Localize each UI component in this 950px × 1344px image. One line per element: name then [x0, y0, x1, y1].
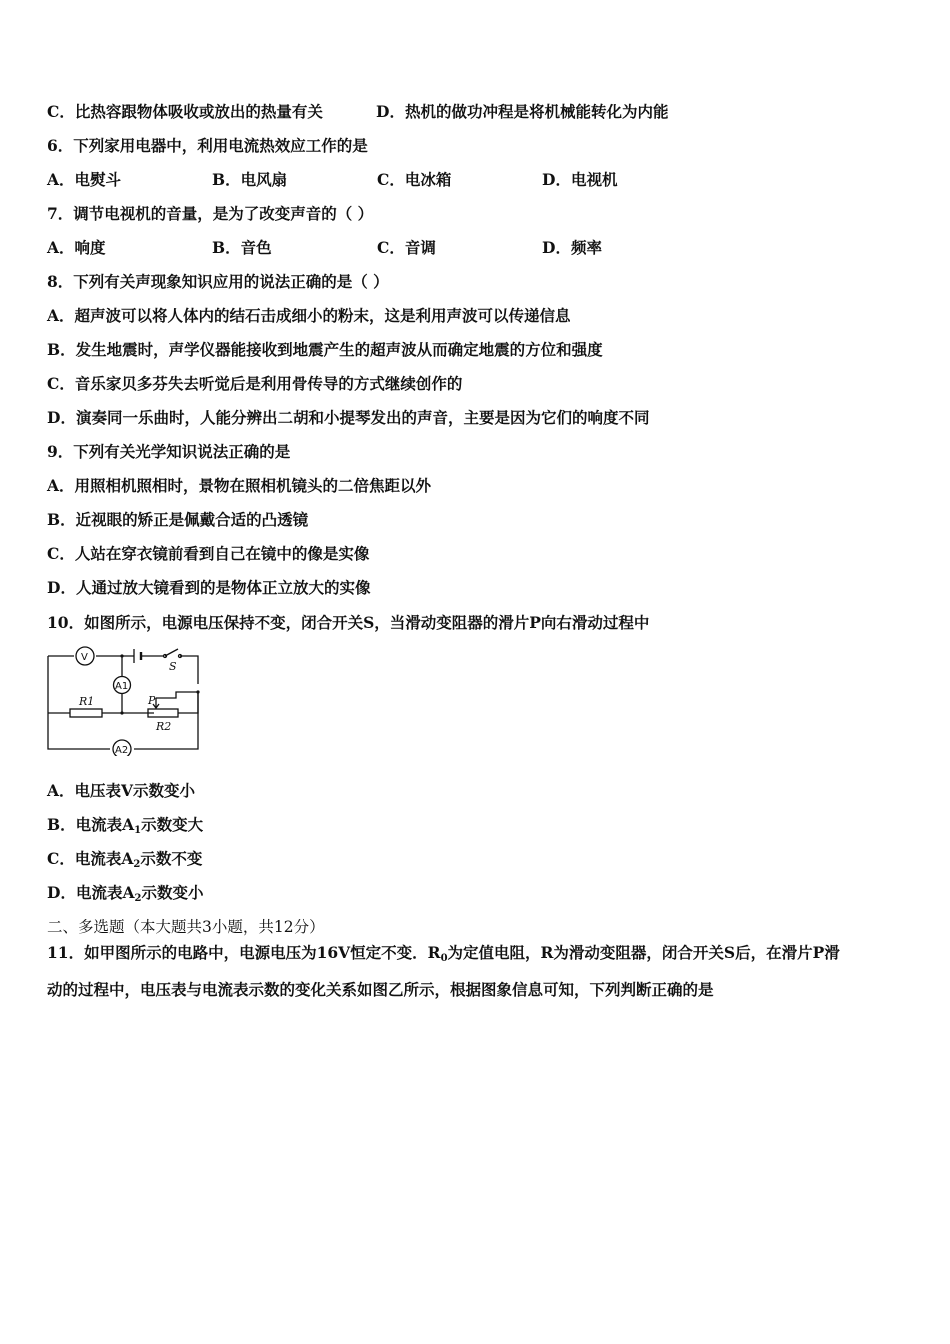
- q10-option-d-subscript: 2: [134, 893, 142, 904]
- q10-option-b: [47, 815, 203, 841]
- r2-label: R2: [156, 720, 172, 733]
- r1-resistor: [70, 709, 102, 717]
- q11-line-2: 动的过程中，电压表与电流表示数的变化关系如图乙所示，根据图象信息可知，下列判断正确的是: [47, 980, 714, 999]
- q8-option-b: B．发生地震时，声学仪器能接收到地震产生的超声波从而确定地震的方位和强度: [47, 340, 603, 359]
- q10-option-c-text: C．电流表A: [47, 849, 134, 868]
- q8-stem: 8．下列有关声现象知识应用的说法正确的是（ ）: [47, 272, 389, 291]
- q5-option-d: D．热机的做功冲程是将机械能转化为内能: [376, 102, 669, 121]
- ammeter-a2-label: A2: [115, 745, 129, 756]
- q6-stem: 6．下列家用电器中，利用电流热效应工作的是: [47, 136, 368, 155]
- q9-option-c: C．人站在穿衣镜前看到自己在镜中的像是实像: [47, 544, 370, 563]
- q11-r0-subscript: 0: [440, 953, 448, 964]
- q7-option-d: D．频率: [542, 238, 602, 257]
- q10-option-d-text: D．电流表A: [47, 883, 135, 902]
- q10-option-d: [47, 883, 203, 909]
- q9-option-b: B．近视眼的矫正是佩戴合适的凸透镜: [47, 510, 309, 529]
- q11-line-1-text: 11．如甲图所示的电路中，电源电压为16V恒定不变．R: [47, 943, 441, 962]
- q8-option-d: D．演奏同一乐曲时，人能分辨出二胡和小提琴发出的声音，主要是因为它们的响度不同: [47, 408, 650, 427]
- ammeter-a1-label: A1: [115, 681, 129, 692]
- r1-label: R1: [79, 695, 95, 708]
- q7-option-b: B．音色: [212, 238, 272, 257]
- q10-option-c-subscript: 2: [133, 859, 141, 870]
- q11-line-1: [47, 943, 840, 969]
- q10-stem: 10．如图所示，电源电压保持不变，闭合开关S，当滑动变阻器的滑片P向右滑动过程中: [47, 613, 650, 632]
- q9-option-a: A．用照相机照相时，景物在照相机镜头的二倍焦距以外: [47, 476, 432, 495]
- q10-option-b-text: B．电流表A: [47, 815, 135, 834]
- q10-option-b-tail: 示数变大: [141, 815, 204, 834]
- q6-option-a: A．电熨斗: [47, 170, 122, 189]
- q5-option-c: C．比热容跟物体吸收或放出的热量有关: [47, 102, 323, 121]
- q10-option-c-tail: 示数不变: [140, 849, 203, 868]
- q9-option-d: D．人通过放大镜看到的是物体正立放大的实像: [47, 578, 371, 597]
- q9-stem: 9．下列有关光学知识说法正确的是: [47, 442, 291, 461]
- q6-option-b: B．电风扇: [212, 170, 288, 189]
- q10-option-c: [47, 849, 202, 875]
- q6-option-c: C．电冰箱: [377, 170, 452, 189]
- q10-option-d-tail: 示数变小: [141, 883, 204, 902]
- q7-option-a: A．响度: [47, 238, 106, 257]
- q11-line-1-tail: 为定值电阻，R为滑动变阻器，闭合开关S后，在滑片P滑: [447, 943, 840, 962]
- q8-option-c: C．音乐家贝多芬失去听觉后是利用骨传导的方式继续创作的: [47, 374, 463, 393]
- voltmeter-label: V: [81, 652, 88, 663]
- q7-option-c: C．音调: [377, 238, 436, 257]
- slider-p-label: P: [148, 694, 156, 707]
- switch-label: S: [169, 660, 177, 673]
- q10-option-b-subscript: 1: [134, 825, 142, 836]
- q7-stem: 7．调节电视机的音量，是为了改变声音的（ ）: [47, 204, 374, 223]
- switch-blade: [165, 649, 178, 656]
- section-2-title: 二、多选题（本大题共3小题，共12分）: [47, 918, 325, 936]
- q10-circuit-diagram: [44, 646, 204, 756]
- q6-option-d: D．电视机: [542, 170, 618, 189]
- q10-option-a: A．电压表V示数变小: [47, 781, 196, 800]
- q8-option-a: A．超声波可以将人体内的结石击成细小的粉末，这是利用声波可以传递信息: [47, 306, 571, 325]
